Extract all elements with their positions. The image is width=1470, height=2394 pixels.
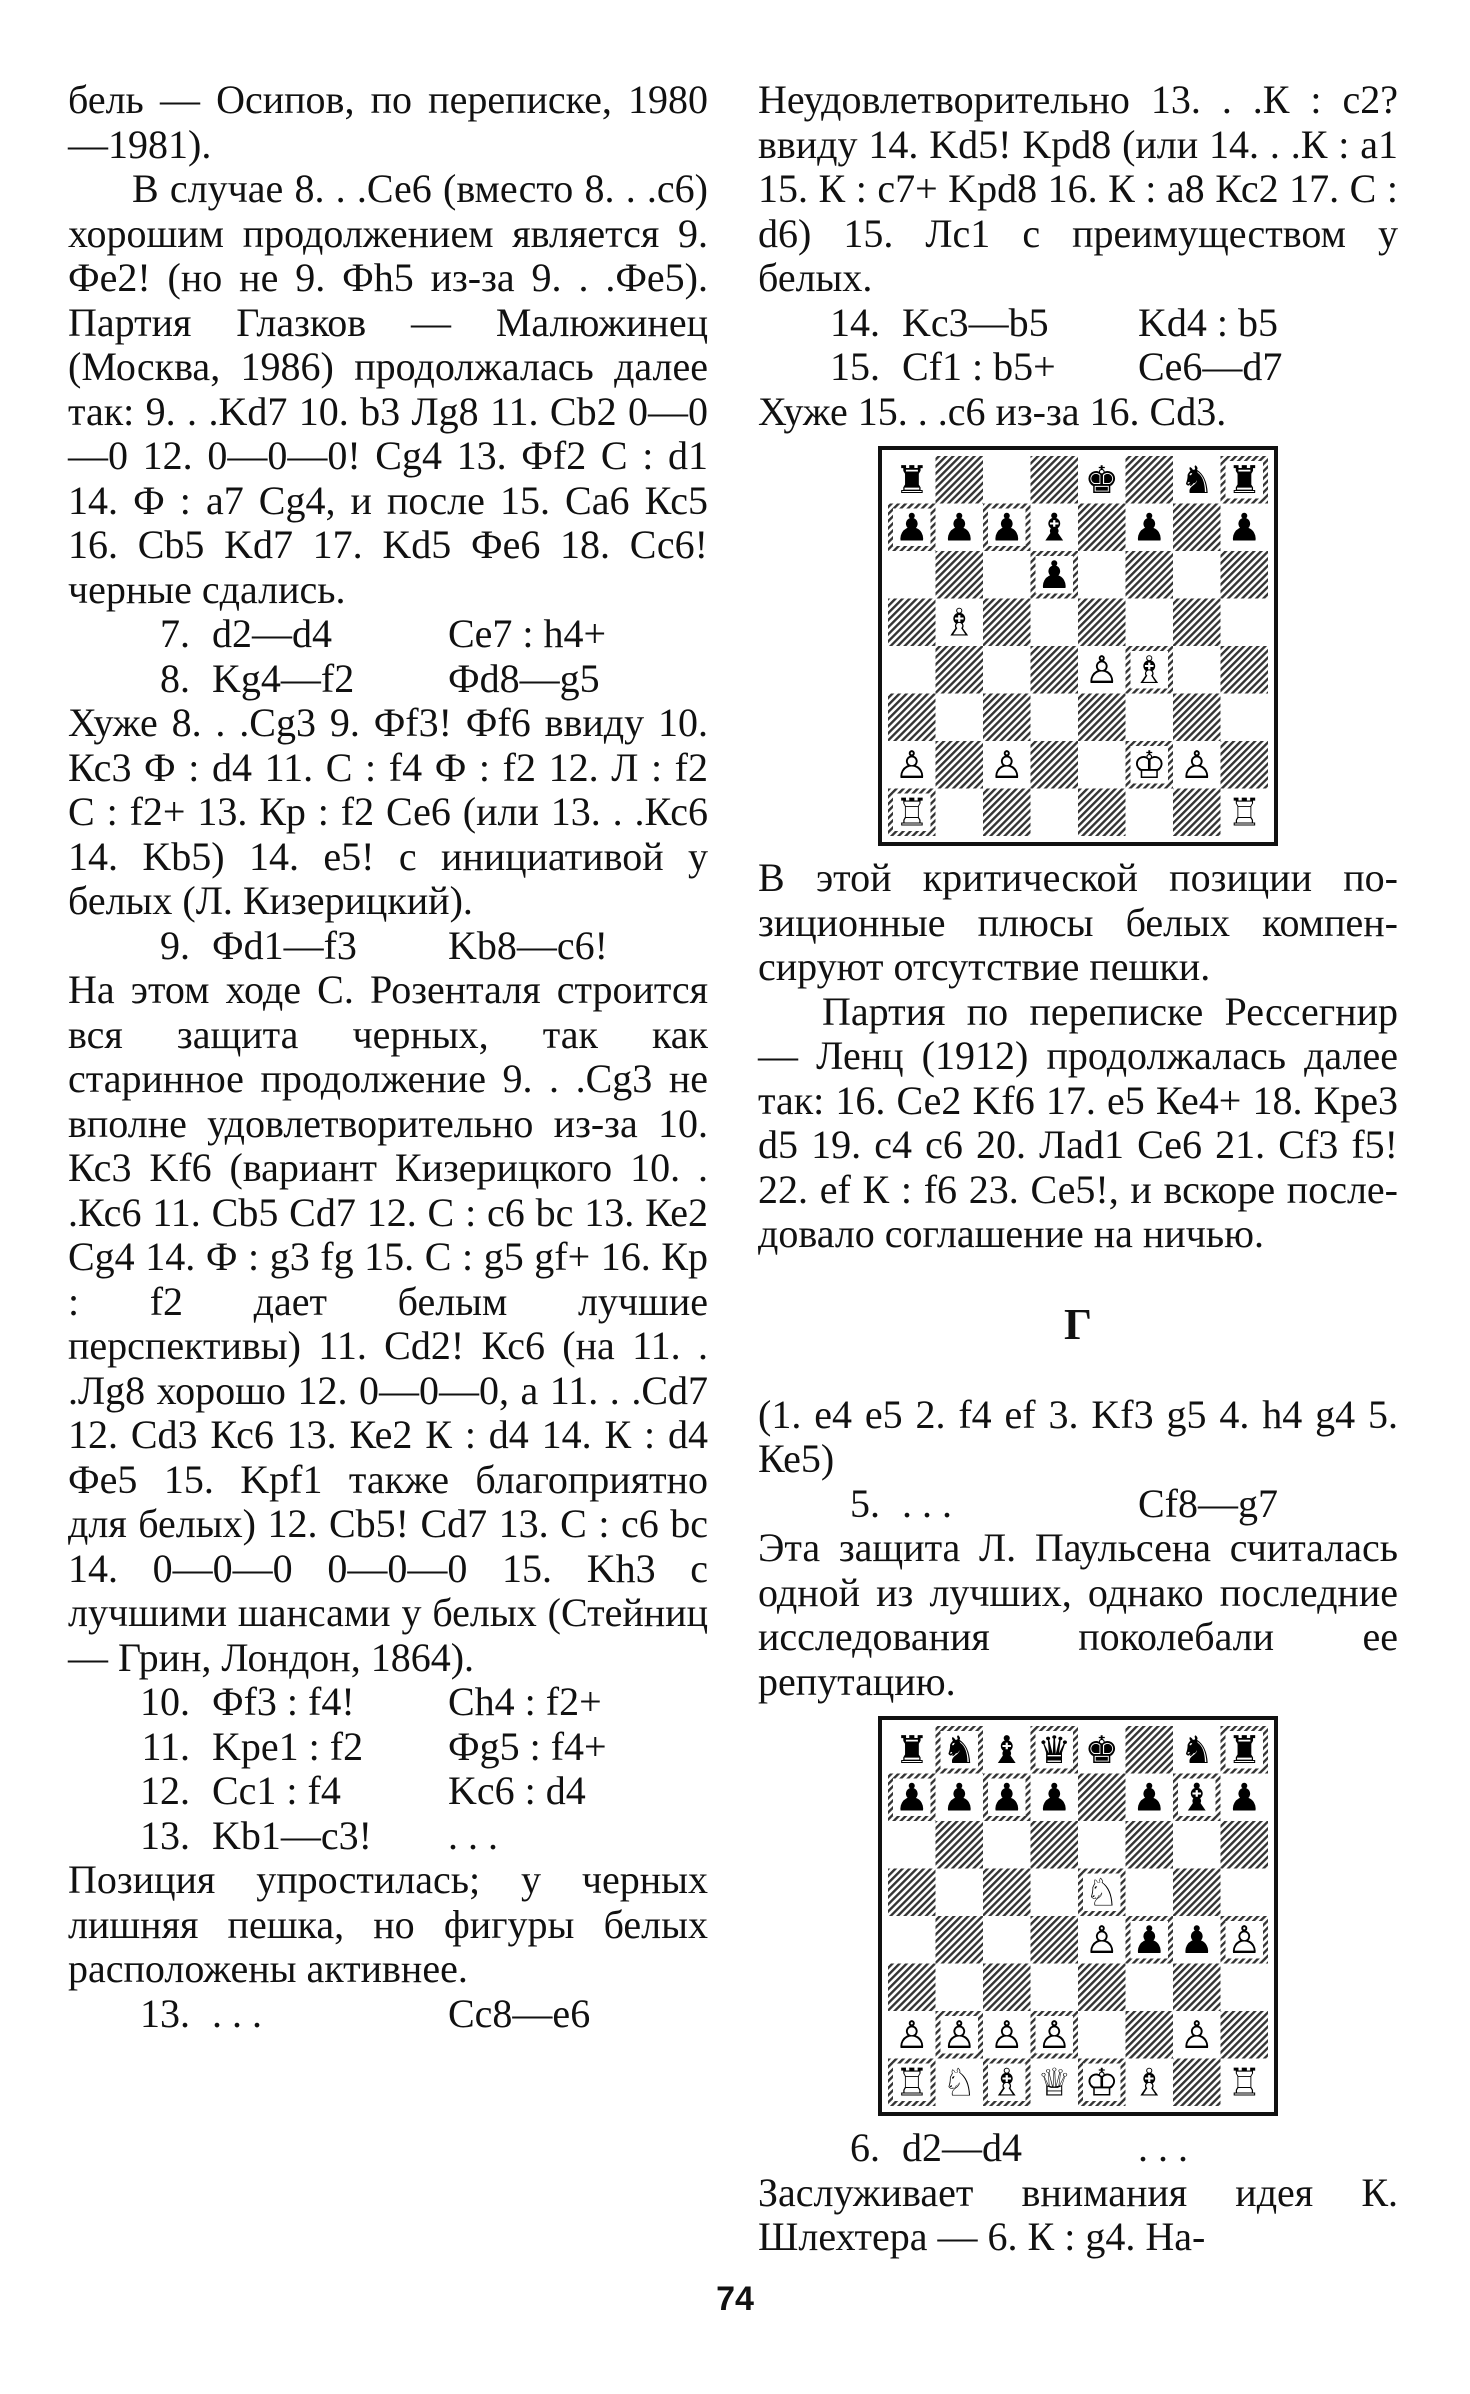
move-line <box>758 2126 1398 2171</box>
move-number: 9. <box>160 922 190 968</box>
chess-diagram-1 <box>878 446 1278 846</box>
move-line <box>68 1992 708 2037</box>
chess-diagram-2 <box>878 1716 1278 2116</box>
move-number: 5. <box>850 1480 880 1526</box>
white-move: Фf3 : f4! <box>212 1679 355 1724</box>
light-square <box>1126 1869 1174 1917</box>
light-square <box>1221 1964 1269 2012</box>
black-pawn-icon: ♟ <box>894 1775 929 1820</box>
black-move: . . . <box>1138 2125 1188 2170</box>
light-square <box>1221 1869 1269 1917</box>
white-rook-icon: ♖ <box>894 2060 929 2105</box>
paragraph: Позиция упростилась; у черных лишняя пешка, но фигуры белых расположены активнее. <box>68 1857 708 1991</box>
light-square <box>936 694 984 742</box>
black-knight-icon: ♞ <box>1179 1727 1214 1772</box>
white-bishop-icon: ♗ <box>942 600 977 645</box>
dark-square <box>1221 2011 1269 2059</box>
dark-square <box>1078 1774 1126 1822</box>
paragraph: Неудовлетворительно 13. . .К : с2? ввиду 14. Kd5! Kpd8 (или 14. . .К : a1 15. К : с7+ Kpd8 16. К : а8 Кс2 17. С : d6) 15. Лс1 с преимуществом у белых. <box>758 77 1398 300</box>
light-square <box>1126 1964 1174 2012</box>
black-move: Cf8—g7 <box>1138 1480 1278 1526</box>
chess-board <box>888 456 1268 836</box>
move-number: 13. <box>140 1812 190 1858</box>
dark-square <box>1126 456 1174 504</box>
move-number: 7. <box>160 611 190 656</box>
dark-square <box>1173 599 1221 647</box>
dark-square <box>1173 504 1221 552</box>
light-square <box>1078 741 1126 789</box>
light-square <box>1031 599 1079 647</box>
light-square <box>1078 551 1126 599</box>
light-square <box>1221 694 1269 742</box>
black-move: Ce6—d7 <box>1138 344 1283 389</box>
black-move: Cc8—e6 <box>448 1990 591 2036</box>
dark-square <box>1173 694 1221 742</box>
dark-square <box>983 599 1031 647</box>
dark-square <box>983 1869 1031 1917</box>
dark-square <box>983 789 1031 837</box>
dark-square <box>888 1964 936 2012</box>
light-square <box>888 646 936 694</box>
white-pawn-icon: ♙ <box>894 2012 929 2057</box>
black-move: Kb8—c6! <box>448 922 608 968</box>
light-square <box>888 551 936 599</box>
dark-square <box>1078 789 1126 837</box>
white-rook-icon: ♖ <box>1227 2060 1262 2105</box>
white-pawn-icon: ♙ <box>1179 742 1214 787</box>
black-queen-icon: ♛ <box>1037 1727 1072 1772</box>
black-pawn-icon: ♟ <box>1227 505 1262 550</box>
white-move: Kg4—f2 <box>212 655 355 701</box>
light-square <box>1031 789 1079 837</box>
light-square <box>888 1821 936 1869</box>
dark-square <box>1126 1821 1174 1869</box>
dark-square <box>1221 741 1269 789</box>
dark-square <box>1031 1821 1079 1869</box>
dark-square <box>1078 1964 1126 2012</box>
light-square <box>983 1916 1031 1964</box>
white-bishop-icon: ♗ <box>989 2060 1024 2105</box>
light-square <box>983 1821 1031 1869</box>
move-line <box>68 1680 708 1725</box>
dark-square <box>1031 741 1079 789</box>
paragraph: В этой критической позиции позиционные плюсы белых компенсируют отсутствие пешки. <box>758 855 1398 989</box>
black-move: Kc6 : d4 <box>448 1768 586 1813</box>
white-rook-icon: ♖ <box>894 790 929 835</box>
white-move: d2—d4 <box>902 2125 1022 2170</box>
white-move: . . . <box>902 1480 952 1526</box>
white-pawn-icon: ♙ <box>1037 2012 1072 2057</box>
dark-square <box>1078 694 1126 742</box>
move-number: 11. <box>141 1723 190 1769</box>
black-bishop-icon: ♝ <box>989 1727 1024 1772</box>
dark-square <box>1221 646 1269 694</box>
white-move: d2—d4 <box>212 611 332 656</box>
dark-square <box>1173 1964 1221 2012</box>
page-number: 74 <box>716 2280 754 2318</box>
move-line <box>68 1814 708 1859</box>
chess-board <box>888 1726 1268 2106</box>
dark-square <box>983 1964 1031 2012</box>
dark-square <box>1221 1821 1269 1869</box>
black-rook-icon: ♜ <box>1227 457 1262 502</box>
black-rook-icon: ♜ <box>1227 1727 1262 1772</box>
black-move: Фg5 : f4+ <box>448 1723 607 1769</box>
black-rook-icon: ♜ <box>894 457 929 502</box>
black-pawn-icon: ♟ <box>942 505 977 550</box>
move-line <box>68 1725 708 1770</box>
white-knight-icon: ♘ <box>942 2060 977 2105</box>
light-square <box>983 551 1031 599</box>
dark-square <box>1078 599 1126 647</box>
dark-square <box>1031 456 1079 504</box>
light-square <box>1031 694 1079 742</box>
black-bishop-icon: ♝ <box>1037 505 1072 550</box>
dark-square <box>1173 789 1221 837</box>
light-square <box>1031 1869 1079 1917</box>
move-number: 14. <box>830 299 880 345</box>
move-number: 6. <box>850 2125 880 2170</box>
light-square <box>888 1916 936 1964</box>
white-pawn-icon: ♙ <box>989 2012 1024 2057</box>
light-square <box>936 789 984 837</box>
light-square <box>936 1964 984 2012</box>
move-line <box>68 612 708 657</box>
white-move: Cc1 : f4 <box>212 1768 341 1813</box>
dark-square <box>888 599 936 647</box>
paragraph: Хуже 15. . .с6 из-за 16. Cd3. <box>758 388 1227 434</box>
white-pawn-icon: ♙ <box>1227 1917 1262 1962</box>
right-column <box>758 78 1398 2260</box>
dark-square <box>936 456 984 504</box>
dark-square <box>1031 646 1079 694</box>
light-square <box>1173 1821 1221 1869</box>
white-bishop-icon: ♗ <box>1132 647 1167 692</box>
white-move: Kb1—c3! <box>212 1812 372 1858</box>
light-square <box>1078 2011 1126 2059</box>
black-move: Ch4 : f2+ <box>448 1679 602 1724</box>
white-king-icon: ♔ <box>1132 742 1167 787</box>
black-move: . . . <box>448 1812 498 1858</box>
dark-square <box>936 646 984 694</box>
white-move: . . . <box>212 1990 262 2036</box>
dark-square <box>1173 2059 1221 2107</box>
white-move: Cf1 : b5+ <box>902 344 1056 389</box>
light-square <box>1126 694 1174 742</box>
black-pawn-icon: ♟ <box>989 505 1024 550</box>
black-pawn-icon: ♟ <box>894 505 929 550</box>
move-number: 12. <box>140 1768 190 1813</box>
light-square <box>983 646 1031 694</box>
dark-square <box>936 741 984 789</box>
dark-square <box>1031 1916 1079 1964</box>
light-square <box>1126 599 1174 647</box>
paragraph: На этом ходе С. Розенталя строится вся защита черных, так как старинное продолжение 9. . .Cg3 не вполне удовлетворительно из-за 10. Кс3 Kf6 (вариант Кизерицкого 10. . .Кс6 11. Cb5 Cd7 12. С : с6 bc 13. Ке2 Cg4 14. Ф : g3 fg 15. С : g5 gf+ 16. Кр : f2 дает белым лучшие перспективы) 11. Cd2! Кс6 (на 11. . .Лg8 хорошо 12. 0—0—0, а 11. . .Cd7 12. Cd3 Кс6 13. Ке2 К : d4 14. К : d4 Фе5 15. Kpf1 также благоприятно для белых) 12. Cb5! Cd7 13. С : с6 bc 14. 0—0—0 0—0—0 15. Kh3 с лучшими шансами у белых (Стейниц — Грин, Лондон, 1864). <box>68 967 708 1680</box>
black-king-icon: ♚ <box>1084 1727 1119 1772</box>
move-number: 15. <box>830 344 880 389</box>
black-pawn-icon: ♟ <box>1132 1917 1167 1962</box>
light-square <box>1078 1821 1126 1869</box>
dark-square <box>888 694 936 742</box>
paragraph: Партия по переписке Рессегнир — Ленц (1912) продолжалась далее так: 16. Се2 Kf6 17. е5 Ке4+ 18. Кре3 d5 19. с4 с6 20. Лаd1 Се6 21. Cf3 f5! 22. ef К : f6 23. Се5!, и вскоре последовало соглашение на ничью. <box>758 988 1398 1256</box>
black-pawn-icon: ♟ <box>989 1775 1024 1820</box>
dark-square <box>983 694 1031 742</box>
section-heading: Г <box>1064 1299 1092 1349</box>
paragraph: Заслуживает внимания идея К. Шлехтера — 6. К : g4. На- <box>758 2169 1398 2259</box>
black-pawn-icon: ♟ <box>942 1775 977 1820</box>
black-pawn-icon: ♟ <box>1037 552 1072 597</box>
white-bishop-icon: ♗ <box>1132 2060 1167 2105</box>
move-line <box>68 1769 708 1814</box>
paragraph: (1. е4 е5 2. f4 ef 3. Kf3 g5 4. h4 g4 5. Ке5) <box>758 1391 1398 1481</box>
white-pawn-icon: ♙ <box>1084 647 1119 692</box>
move-number: 8. <box>160 655 190 701</box>
left-column <box>68 78 708 2036</box>
white-move: Фd1—f3 <box>212 922 357 968</box>
move-line <box>68 924 708 969</box>
black-pawn-icon: ♟ <box>1037 1775 1072 1820</box>
black-knight-icon: ♞ <box>942 1727 977 1772</box>
move-line <box>758 345 1398 390</box>
black-move: Фd8—g5 <box>448 655 600 701</box>
black-move: Ce7 : h4+ <box>448 611 607 656</box>
paragraph: Хуже 8. . .Cg3 9. Фf3! Фf6 ввиду 10. Кс3 Ф : d4 11. С : f4 Ф : f2 12. Л : f2 С : f2+ 13. Кр : f2 Се6 (или 13. . .Кс6 14. Kb5) 14. е5! с инициативой у белых (Л. Кизерицкий). <box>68 700 708 923</box>
light-square <box>1173 646 1221 694</box>
white-pawn-icon: ♙ <box>989 742 1024 787</box>
light-square <box>983 456 1031 504</box>
dark-square <box>1126 1726 1174 1774</box>
move-line <box>758 1482 1398 1527</box>
black-pawn-icon: ♟ <box>1132 505 1167 550</box>
white-pawn-icon: ♙ <box>1084 1917 1119 1962</box>
black-knight-icon: ♞ <box>1179 457 1214 502</box>
light-square <box>936 1869 984 1917</box>
dark-square <box>1126 551 1174 599</box>
black-bishop-icon: ♝ <box>1179 1775 1214 1820</box>
black-rook-icon: ♜ <box>894 1727 929 1772</box>
dark-square <box>1173 1869 1221 1917</box>
paragraph: Эта защита Л. Паульсена считалась одной из лучших, однако последние исследования поколебали ее репутацию. <box>758 1525 1398 1704</box>
white-queen-icon: ♕ <box>1037 2060 1072 2105</box>
black-pawn-icon: ♟ <box>1179 1917 1214 1962</box>
light-square <box>1221 599 1269 647</box>
dark-square <box>936 551 984 599</box>
black-pawn-icon: ♟ <box>1132 1775 1167 1820</box>
black-move: Kd4 : b5 <box>1138 299 1278 345</box>
dark-square <box>1126 2011 1174 2059</box>
paragraph: бель — Осипов, по переписке, 1980—1981). <box>68 77 708 167</box>
dark-square <box>936 1916 984 1964</box>
white-knight-icon: ♘ <box>1084 1870 1119 1915</box>
dark-square <box>1078 504 1126 552</box>
move-number: 10. <box>140 1679 190 1724</box>
black-king-icon: ♚ <box>1084 457 1119 502</box>
move-number: 13. <box>140 1990 190 2036</box>
white-move: Kpe1 : f2 <box>212 1723 364 1769</box>
move-line <box>68 657 708 702</box>
white-rook-icon: ♖ <box>1227 790 1262 835</box>
light-square <box>1126 789 1174 837</box>
paragraph: В случае 8. . .Се6 (вместо 8. . .с6) хорошим продолжением является 9. Фе2! (но не 9. Фh5 из-за 9. . .Фе5). Партия Глазков — Малюжинец (Москва, 1986) продолжалась далее так: 9. . .Kd7 10. b3 Лg8 11. Cb2 0—0—0 12. 0—0—0! Cg4 13. Фf2 С : d1 14. Ф : a7 Cg4, и после 15. Са6 Кс5 16. Cb5 Kd7 17. Kd5 Фе6 18. Сс6! черные сдались. <box>68 166 708 612</box>
move-line <box>758 301 1398 346</box>
white-king-icon: ♔ <box>1084 2060 1119 2105</box>
black-pawn-icon: ♟ <box>1227 1775 1262 1820</box>
dark-square <box>1221 551 1269 599</box>
dark-square <box>936 1821 984 1869</box>
dark-square <box>888 1869 936 1917</box>
light-square <box>1173 551 1221 599</box>
white-move: Kc3—b5 <box>902 299 1049 345</box>
light-square <box>1031 1964 1079 2012</box>
white-pawn-icon: ♙ <box>942 2012 977 2057</box>
white-pawn-icon: ♙ <box>894 742 929 787</box>
white-pawn-icon: ♙ <box>1179 2012 1214 2057</box>
